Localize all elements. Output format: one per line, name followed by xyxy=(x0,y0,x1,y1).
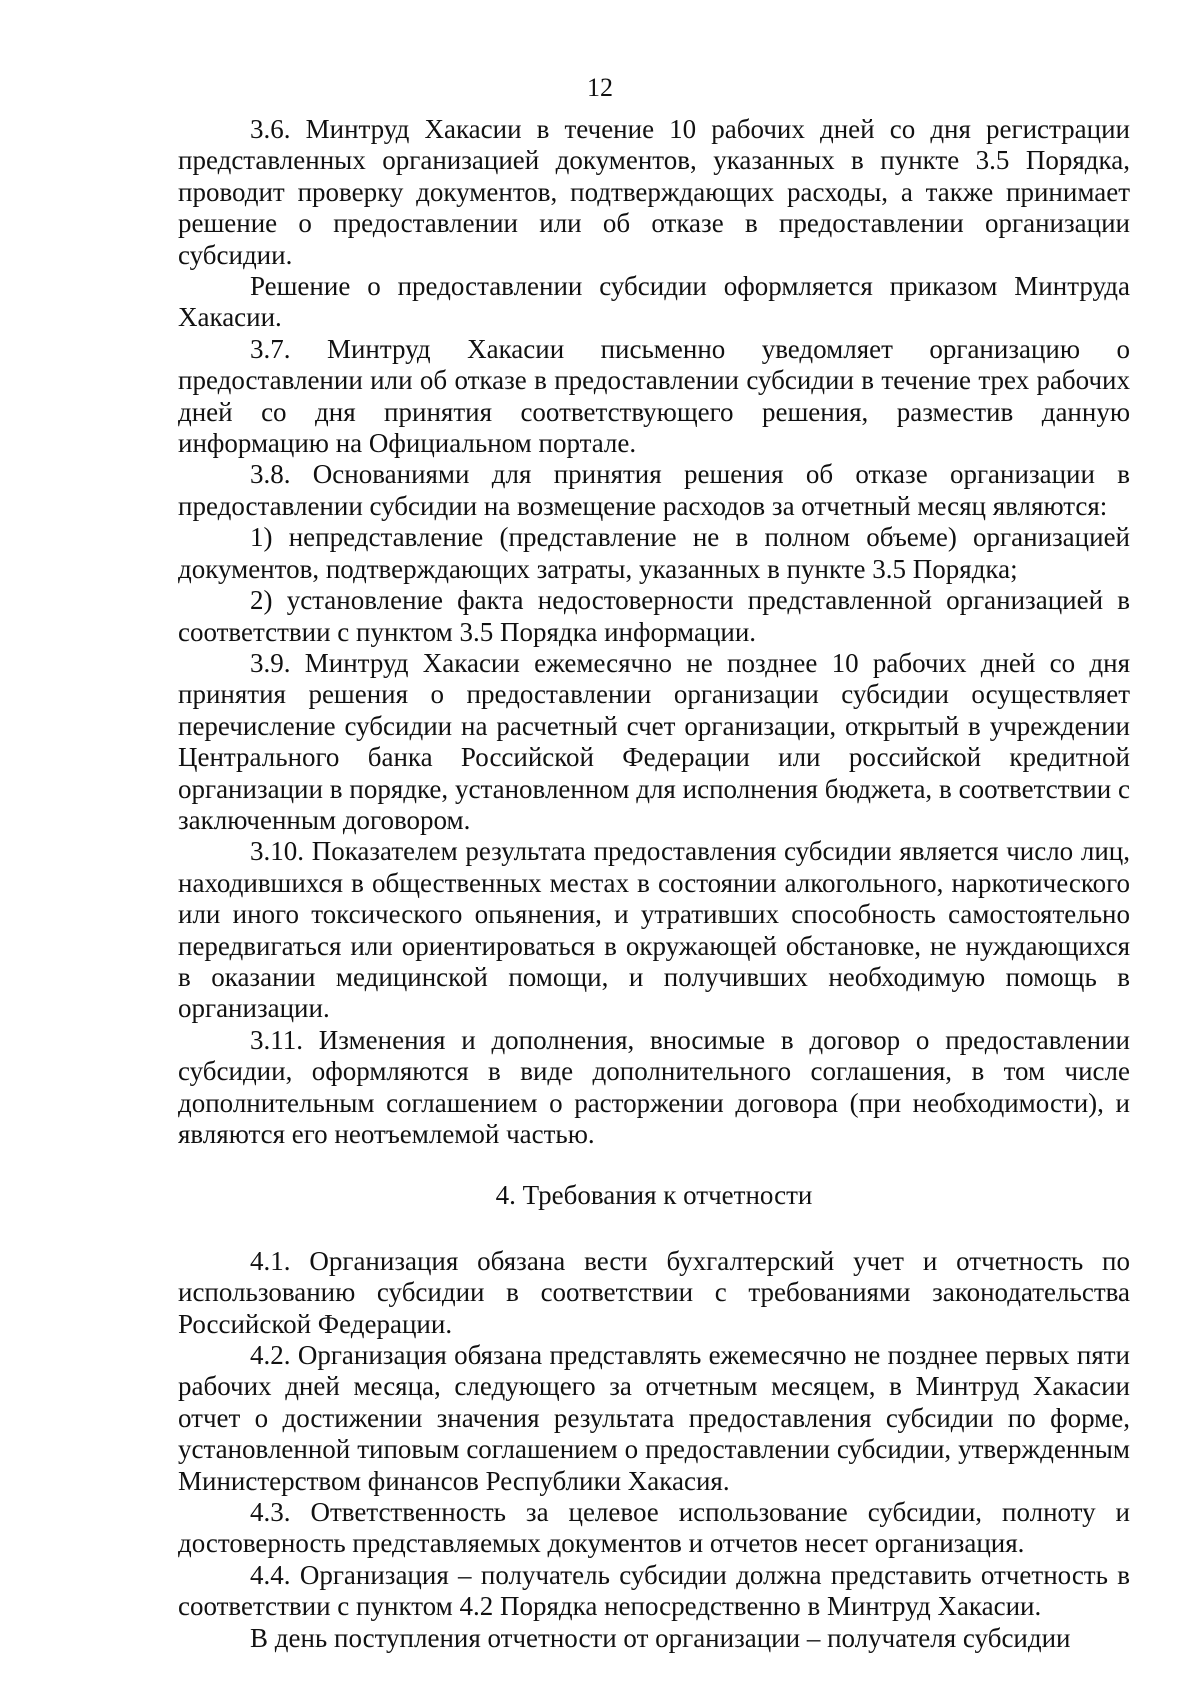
paragraph-3-8: 3.8. Основаниями для принятия решения об отказе организации в предоставлении субсидии на возмещение расходов за отчетный месяц являются: xyxy=(178,459,1130,521)
paragraph-3-10: 3.10. Показателем результата предоставления субсидии является число лиц, находившихся в общественных местах в состоянии алкогольного, наркотического или иного токсического опьянения, и утративших способность самостоятельно передвигаться или ориентироваться в окружающей обстановке, не нуждающихся в оказании медицинской помощи, и получивших необходимую помощь в организации. xyxy=(178,836,1130,1024)
paragraph-3-9: 3.9. Минтруд Хакасии ежемесячно не позднее 10 рабочих дней со дня принятия решения о предоставлении организации субсидии осуществляет перечисление субсидии на расчетный счет организации, открытый в учреждении Центрального банка Российской Федерации или российской кредитной организации в порядке, установленном для исполнения бюджета, в соответствии с заключенным договором. xyxy=(178,647,1130,835)
paragraph-3-7: 3.7. Минтруд Хакасии письменно уведомляет организацию о предоставлении или об отказе в предоставлении субсидии в течение трех рабочих дней со дня принятия соответствующего решения, разместив данную информацию на Официальном портале. xyxy=(178,333,1130,459)
paragraph-3-8-item-1: 1) непредставление (представление не в полном объеме) организацией документов, подтверждающих затраты, указанных в пункте 3.5 Порядка; xyxy=(178,522,1130,584)
page-number: 12 xyxy=(587,73,613,102)
paragraph-4-4-continued: В день поступления отчетности от организации – получателя субсидии xyxy=(250,1622,1071,1653)
paragraph-4-3: 4.3. Ответственность за целевое использование субсидии, полноту и достоверность представляемых документов и отчетов несет организация. xyxy=(178,1497,1130,1559)
paragraph-4-1: 4.1. Организация обязана вести бухгалтерский учет и отчетность по использованию субсидии в соответствии с требованиями законодательства Российской Федерации. xyxy=(178,1245,1130,1339)
section-4-heading: 4. Требования к отчетности xyxy=(495,1180,813,1211)
paragraph-4-4: 4.4. Организация – получатель субсидии должна представить отчетность в соответствии с пунктом 4.2 Порядка непосредственно в Минтруд Хакасии. xyxy=(178,1559,1130,1622)
paragraph-3-6: 3.6. Минтруд Хакасии в течение 10 рабочих дней со дня регистрации представленных организацией документов, указанных в пункте 3.5 Порядка, проводит проверку документов, подтверждающих расходы, а также принимает решение о предоставлении или об отказе в предоставлении организации субсидии. xyxy=(178,114,1130,270)
document-body xyxy=(178,114,1130,1654)
paragraph-3-11: 3.11. Изменения и дополнения, вносимые в договор о предоставлении субсидии, оформляются в виде дополнительного соглашения, в том числе дополнительным соглашением о расторжении договора (при необходимости), и являются его неотъемлемой частью. xyxy=(178,1024,1130,1149)
paragraph-3-6-decision: Решение о предоставлении субсидии оформляется приказом Минтруда Хакасии. xyxy=(178,271,1130,333)
paragraph-4-2: 4.2. Организация обязана представлять ежемесячно не позднее первых пяти рабочих дней месяца, следующего за отчетным месяцем, в Минтруд Хакасии отчет о достижении значения результата предоставления субсидии по форме, установленной типовым соглашением о предоставлении субсидии, утвержденным Министерством финансов Республики Хакасия. xyxy=(178,1340,1130,1496)
paragraph-3-8-item-2: 2) установление факта недостоверности представленной организацией в соответствии с пунктом 3.5 Порядка информации. xyxy=(178,585,1130,647)
